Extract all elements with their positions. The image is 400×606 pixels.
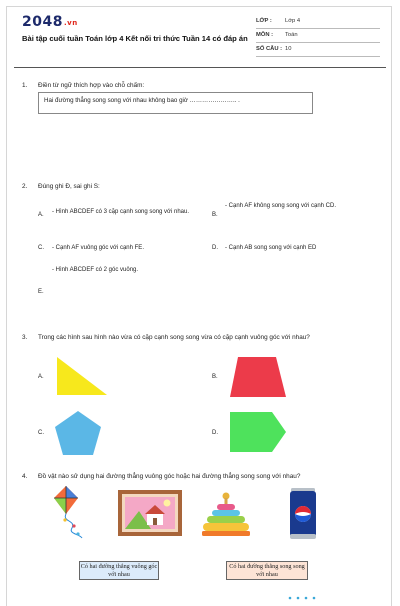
option-label-b: B. (212, 212, 218, 218)
meta-class (256, 16, 380, 29)
decorative-dots-icon (286, 595, 326, 600)
logo-suffix: .vn (63, 19, 78, 27)
soda-can-icon (288, 486, 318, 542)
meta-value: 10 (285, 46, 292, 52)
q1-answer-text: Hai đường thẳng song song với nhau không bao giờ ………………….. . (44, 97, 240, 104)
shape-label-a: A. (38, 374, 44, 380)
option-b-text: - Cạnh AF không song song với cạnh CD. (225, 203, 336, 209)
header-divider (14, 67, 386, 68)
red-trapezoid-shape (228, 355, 288, 399)
page-title: Bài tập cuối tuần Toán lớp 4 Kết nối tri thức Tuần 14 có đáp án (22, 34, 248, 43)
question-text: Đúng ghi Đ, sai ghi S: (38, 183, 100, 190)
meta-key: LỚP : (256, 18, 272, 24)
blue-pentagon-shape (53, 409, 103, 457)
question-text: Đồ vật nào sử dụng hai đường thẳng vuông góc hoặc hai đường thẳng song song với nhau? (38, 473, 301, 480)
meta-question-count (256, 44, 380, 57)
meta-key: SỐ CÂU : (256, 46, 283, 52)
shape-label-b: B. (212, 374, 218, 380)
question-number: 4. (22, 473, 28, 480)
option-label-e: E. (38, 289, 44, 295)
shape-label-c: C. (38, 430, 44, 436)
yellow-triangle-shape (55, 355, 110, 397)
q1-answer-box[interactable] (38, 92, 313, 114)
stacking-rings-toy-icon (200, 492, 252, 538)
note-parallel-lines[interactable]: Có hai đường thẳng song song với nhau (226, 561, 308, 580)
meta-key: MÔN : (256, 32, 274, 38)
question-number: 1. (22, 82, 28, 89)
picture-frame-icon (117, 489, 183, 537)
logo-main: 2048 (22, 14, 63, 30)
meta-value: Lớp 4 (285, 18, 301, 24)
meta-value: Toán (285, 32, 298, 38)
question-text: Trong các hình sau hình nào vừa có cặp cạnh song song vừa có cặp cạnh vuông góc với nhau? (38, 334, 310, 341)
option-c-text: - Cạnh AF vuông góc với cạnh FE. (52, 245, 144, 251)
green-arrow-pentagon-shape (228, 410, 288, 454)
shape-label-d: D. (212, 430, 218, 436)
kite-icon (52, 484, 96, 540)
option-a-text: - Hình ABCDEF có 3 cặp cạnh song song với nhau. (52, 209, 190, 215)
option-label-a: A. (38, 212, 44, 218)
note-perpendicular-lines[interactable]: Có hai đường thẳng vuông góc với nhau (80, 563, 158, 578)
option-e-text: - Hình ABCDEF có 2 góc vuông. (52, 267, 139, 273)
option-d-text: - Cạnh AB song song với cạnh ED (225, 245, 317, 251)
question-number: 3. (22, 334, 28, 341)
option-label-c: C. (38, 245, 44, 251)
question-number: 2. (22, 183, 28, 190)
meta-subject (256, 30, 380, 43)
site-logo[interactable] (22, 14, 78, 30)
question-text: Điền từ ngữ thích hợp vào chỗ chấm: (38, 82, 145, 89)
option-label-d: D. (212, 245, 218, 251)
